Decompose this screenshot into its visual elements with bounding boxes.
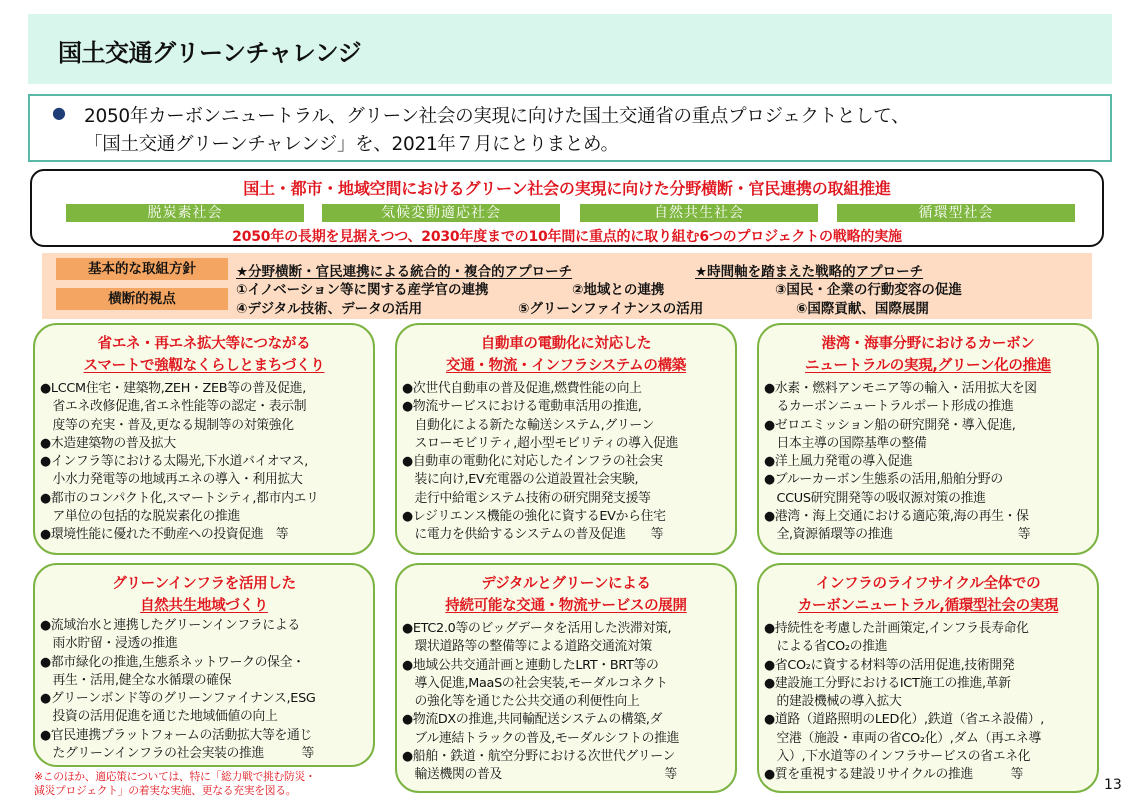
project-body [402, 380, 731, 545]
project-line: 自動化による新たな輸送システム,グリーン [402, 417, 655, 433]
project-title [397, 333, 735, 377]
project-line: 環状道路等の整備等による道路交通流対策 [402, 639, 652, 655]
project-title-line: インフラのライフサイクル全体での [815, 576, 1041, 592]
project-line: 投資の活用促進を通じた地域価値の向上 [40, 709, 278, 725]
footnote-line: ※このほか、適応策については、特に「総力戦で挑む防災・ [34, 770, 316, 783]
project-line: 走行中給電システム技術の研究開発支援等 [402, 490, 651, 506]
project-title-line: スマートで強靱なくらしとまちづくり [83, 358, 325, 374]
project-line: ●道路（道路照明のLED化）,鉄道（省エネ設備）, [764, 712, 1045, 728]
project-title-line: ニュートラルの実現,グリーン化の推進 [805, 358, 1051, 374]
project-line: 装に向け,EV充電器の公道設置社会実験, [402, 472, 639, 488]
footnote [34, 770, 315, 798]
project-line: るカーボンニュートラルポート形成の推進 [764, 399, 1014, 415]
project-title-line: グリーンインフラを活用した [112, 576, 296, 592]
project-line: ●レジリエンス機能の強化に資するEVから住宅 [402, 509, 666, 525]
project-line: 再生・活用,健全な水循環の確保 [40, 672, 232, 688]
project-line: ●質を重視する建設リサイクルの推進 等 [764, 767, 1024, 783]
project-line: ●物流サービスにおける電動車活用の推進, [402, 399, 642, 415]
cross-perspective-label: 横断的視点 [56, 288, 228, 310]
page-title: 国土交通グリーンチャレンジ [58, 39, 362, 67]
project-title-line: 交通・物流・インフラシステムの構築 [446, 358, 686, 374]
project-line: ●地域公共交通計画と連動したLRT・BRT等の [402, 657, 659, 673]
project-title [35, 333, 373, 377]
project-line: 雨水貯留・浸透の推進 [40, 636, 178, 652]
project-line: ●ブルーカーボン生態系の活用,船舶分野の [764, 472, 1003, 488]
project-card-smart-town [33, 323, 375, 555]
project-title-line: 省エネ・再エネ拡大等につながる [97, 336, 311, 352]
project-card-port-maritime [757, 323, 1099, 555]
project-title-line: 持続可能な交通・物流サービスの展開 [445, 598, 687, 614]
project-line: 導入促進,MaaSの社会実装,モーダルコネクト [402, 675, 668, 691]
project-body [40, 380, 369, 545]
project-line: ●流域治水と連携したグリーンインフラによる [40, 618, 300, 633]
project-line: 省エネ改修促進,省エネ性能等の認定・表示制 [40, 399, 307, 415]
project-line: ●グリーンボンド等のグリーンファイナンス,ESG [40, 691, 316, 707]
project-body [764, 380, 1093, 545]
project-title-line: デジタルとグリーンによる [481, 576, 651, 592]
project-line: ●物流DXの推進,共同輸配送システムの構築,ダ [402, 712, 663, 728]
project-title [35, 573, 373, 617]
project-body [402, 620, 731, 785]
project-line: ●次世代自動車の普及促進,燃費性能の向上 [402, 381, 642, 396]
project-line: 的建設機械の導入拡大 [764, 694, 902, 710]
society-tag-decarbonized: 脱炭素社会 [66, 204, 304, 222]
project-line: ●官民連携プラットフォームの活動拡大等を通じ [40, 727, 313, 743]
cross-item-1: ①イノベーション等に関する産学官の連携 [236, 282, 489, 298]
project-line: ●港湾・海上交通における適応策,海の再生・保 [764, 509, 1029, 525]
project-card-green-infrastructure [33, 563, 375, 767]
project-line: 小水力発電等の地域再エネの導入・利用拡大 [40, 472, 303, 488]
project-title-line: カーボンニュートラル,循環型社会の実現 [797, 598, 1059, 614]
project-body [40, 617, 369, 763]
project-card-vehicle-electrification [395, 323, 737, 555]
project-line: ●船舶・鉄道・航空分野における次世代グリーン [402, 749, 676, 765]
project-title [759, 573, 1097, 617]
policy-heading: 国土・都市・地域空間におけるグリーン社会の実現に向けた分野横断・官民連携の取組推進 [243, 179, 891, 198]
project-title-line: 港湾・海事分野におけるカーボン [821, 336, 1035, 352]
society-tag-circular: 循環型社会 [837, 204, 1075, 222]
project-title-line: 自動車の電動化に対応した [480, 336, 652, 352]
cross-item-4: ④デジタル技術、データの活用 [236, 301, 423, 317]
cross-item-5: ⑤グリーンファイナンスの活用 [518, 301, 704, 317]
project-line: ア単位の包括的な脱炭素化の推進 [40, 509, 240, 525]
project-line: ●ゼロエミッション船の研究開発・導入促進, [764, 417, 1016, 433]
project-line: 輸送機関の普及 等 [402, 767, 677, 783]
project-line: 入）,下水道等のインフラサービスの省エネ化 [764, 749, 1031, 765]
project-title [759, 333, 1097, 377]
project-line: ブル連結トラックの普及,モーダルシフトの推進 [402, 730, 680, 746]
project-line: ●インフラ等における太陽光,下水道バイオマス, [40, 454, 308, 470]
project-card-infrastructure-lifecycle [757, 563, 1099, 793]
society-tag-nature-coexistence: 自然共生社会 [580, 204, 818, 222]
summary-line-1: 2050年カーボンニュートラル、グリーン社会の実現に向けた国土交通省の重点プロジェクトとして、 [84, 106, 910, 127]
project-line: ●自動車の電動化に対応したインフラの社会実 [402, 454, 663, 470]
policy-box [30, 169, 1104, 247]
project-line: ●都市緑化の推進,生態系ネットワークの保全・ [40, 654, 305, 670]
project-line: ●ETC2.0等のビッグデータを活用した渋滞対策, [402, 621, 672, 636]
society-tag-climate-adaptation: 気候変動適応社会 [322, 204, 560, 222]
project-line: ●省CO₂に資する材料等の活用促進,技術開発 [764, 657, 1015, 673]
project-line: に電力を供給するシステムの普及促進 等 [402, 527, 664, 543]
bullet-icon: ● [52, 103, 66, 122]
project-line: ●LCCM住宅・建築物,ZEH・ZEB等の普及促進, [40, 381, 307, 396]
project-line: 空港（施設・車両の省CO₂化）,ダム（再エネ導 [764, 730, 1041, 746]
cross-item-3: ③国民・企業の行動変容の促進 [775, 282, 962, 298]
project-line: ●洋上風力発電の導入促進 [764, 454, 913, 470]
project-line: ●木造建築物の普及拡大 [40, 435, 176, 451]
basic-policy-item-1: ★分野横断・官民連携による統合的・複合的アプローチ [236, 264, 573, 280]
project-line: ●環境性能に優れた不動産への投資促進 等 [40, 527, 289, 543]
project-line: ●水素・燃料アンモニア等の輸入・活用拡大を図 [764, 381, 1037, 396]
basic-policy-label: 基本的な取組方針 [56, 258, 228, 280]
project-line: ●持続性を考慮した計画策定,インフラ長寿命化 [764, 621, 1029, 636]
footnote-line: 減災プロジェクト」の着実な実施、更なる充実を図る。 [34, 784, 297, 797]
project-line: の強化等を通じた公共交通の利便性向上 [402, 694, 640, 710]
project-line: 日本主導の国際基準の整備 [764, 435, 927, 451]
project-body [764, 620, 1093, 785]
cross-item-2: ②地域との連携 [572, 282, 665, 298]
title-bar [28, 14, 1112, 84]
project-line: たグリーンインフラの社会実装の推進 等 [40, 746, 315, 762]
project-card-digital-transport [395, 563, 737, 793]
basic-policy-item-2: ★時間軸を踏まえた戦略的アプローチ [695, 264, 924, 280]
project-line: ●都市のコンパクト化,スマートシティ,都市内エリ [40, 490, 319, 506]
project-line: CCUS研究開発等の吸収源対策の推進 [764, 490, 986, 506]
principles-area [42, 253, 1092, 319]
project-line: による省CO₂の推進 [764, 639, 888, 655]
summary-line-2: 「国土交通グリーンチャレンジ」を、2021年７月にとりまとめ。 [84, 134, 619, 155]
project-title [397, 573, 735, 617]
project-title-line: 自然共生地域づくり [140, 598, 268, 614]
project-line: スローモビリティ,超小型モビリティの導入促進 [402, 435, 679, 451]
page-number: 13 [1104, 777, 1122, 793]
policy-strategy: 2050年の長期を見据えつつ、2030年度までの10年間に重点的に取り組む6つのプロジェクトの戦略的実施 [232, 229, 902, 245]
project-line: 度等の充実・普及,更なる規制等の対策強化 [40, 417, 294, 433]
cross-item-6: ⑥国際貢献、国際展開 [796, 301, 929, 317]
project-line: ●建設施工分野におけるICT施工の推進,革新 [764, 675, 1011, 691]
project-line: 全,資源循環等の推進 等 [764, 527, 1031, 543]
summary-box [28, 94, 1112, 162]
